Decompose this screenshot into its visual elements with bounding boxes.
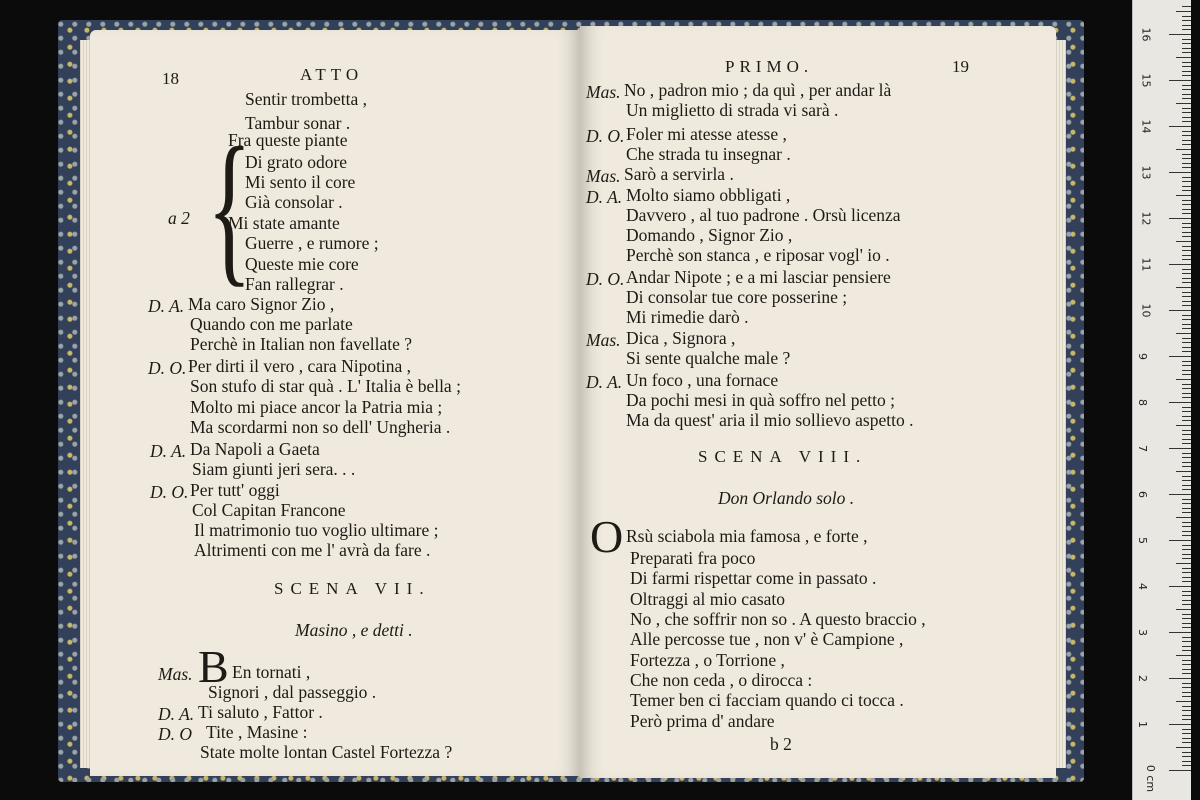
ruler-tick	[1182, 292, 1191, 293]
verse-line: Signori , dal passeggio .	[208, 682, 377, 702]
ruler-tick	[1182, 457, 1191, 458]
ruler-tick	[1182, 255, 1191, 256]
ruler-number: 12	[1139, 211, 1153, 226]
ruler-tick	[1169, 402, 1191, 403]
verse-line: Siam giunti jeri sera. . .	[192, 459, 356, 479]
ruler-tick	[1182, 430, 1191, 431]
ruler-tick	[1182, 338, 1191, 339]
ruler-number: 11	[1139, 257, 1153, 272]
ruler-tick	[1182, 664, 1191, 665]
ruler-tick	[1182, 347, 1191, 348]
right-page-edges	[1056, 40, 1066, 768]
scene-heading: SCENA VII.	[274, 579, 431, 598]
ruler-tick	[1182, 462, 1191, 463]
ruler-tick	[1182, 503, 1191, 504]
verse-line: Fan rallegrar .	[245, 274, 344, 294]
ruler-tick	[1182, 48, 1191, 49]
ruler-tick	[1182, 135, 1191, 136]
ruler-tick	[1182, 591, 1191, 592]
ruler-tick	[1182, 669, 1191, 670]
ruler-tick	[1182, 71, 1191, 72]
speaker-label: D. O.	[150, 482, 189, 502]
verse-line: Guerre , e rumore ;	[245, 233, 379, 253]
verse-line: Preparati fra poco	[630, 548, 756, 568]
ruler-tick	[1182, 683, 1191, 684]
ruler-tick	[1182, 75, 1191, 76]
ruler-unit-label: 0 cm	[1144, 764, 1158, 793]
ruler-tick	[1182, 604, 1191, 605]
speaker-label: Mas.	[158, 664, 193, 684]
ruler-tick	[1182, 117, 1191, 118]
ruler-tick	[1182, 489, 1191, 490]
ruler-tick	[1182, 416, 1191, 417]
ruler-tick	[1182, 315, 1191, 316]
ruler-tick	[1182, 476, 1191, 477]
ruler-tick	[1182, 370, 1191, 371]
speaker-label: Mas.	[586, 330, 621, 350]
ruler-tick	[1182, 328, 1191, 329]
ruler-tick	[1182, 696, 1191, 697]
ruler-tick	[1182, 236, 1191, 237]
ruler-tick	[1182, 98, 1191, 99]
ruler-tick	[1182, 554, 1191, 555]
ruler-tick	[1169, 80, 1191, 81]
ruler-tick	[1182, 319, 1191, 320]
ruler-tick	[1182, 144, 1191, 145]
ruler-tick	[1176, 471, 1191, 472]
ruler-tick	[1182, 163, 1191, 164]
ruler-tick	[1182, 673, 1191, 674]
verse-line: Foler mi atesse atesse ,	[626, 124, 787, 144]
ruler-tick	[1182, 742, 1191, 743]
ruler-tick	[1182, 568, 1191, 569]
ruler-tick	[1182, 177, 1191, 178]
ruler-tick	[1182, 384, 1191, 385]
ruler-number: 1	[1136, 721, 1149, 728]
ruler-tick	[1182, 39, 1191, 40]
ruler-tick	[1182, 453, 1191, 454]
ruler-tick	[1182, 20, 1191, 21]
page-number: 18	[162, 69, 179, 88]
ruler-tick	[1169, 540, 1191, 541]
ruler-tick	[1182, 393, 1191, 394]
ruler-tick	[1182, 660, 1191, 661]
ruler-tick	[1176, 149, 1191, 150]
ruler-tick	[1182, 512, 1191, 513]
ruler-tick	[1176, 609, 1191, 610]
ruler-tick	[1176, 195, 1191, 196]
verse-line: Domando , Signor Zio ,	[626, 225, 793, 245]
left-page	[90, 30, 580, 776]
verse-line: Da Napoli a Gaeta	[190, 439, 320, 459]
ruler-tick	[1182, 407, 1191, 408]
verse-line: Di farmi rispettar come in passato .	[630, 568, 877, 588]
ruler-tick	[1182, 296, 1191, 297]
ruler-tick	[1182, 729, 1191, 730]
ruler-tick	[1182, 549, 1191, 550]
ruler-tick	[1169, 356, 1191, 357]
left-page-edges	[80, 40, 90, 768]
verse-line: Rsù sciabola mia famosa , e forte ,	[626, 526, 868, 546]
speaker-label: D. A.	[148, 296, 185, 316]
verse-line: Queste mie core	[245, 254, 359, 274]
verse-line: Da pochi mesi in quà soffro nel petto ;	[626, 390, 895, 410]
ruler-tick	[1182, 531, 1191, 532]
ruler-tick	[1182, 200, 1191, 201]
ruler-tick	[1176, 287, 1191, 288]
ruler-tick	[1182, 131, 1191, 132]
ruler-tick	[1176, 11, 1191, 12]
ruler-tick	[1182, 687, 1191, 688]
speaker-label: Mas.	[586, 82, 621, 102]
ruler-tick	[1182, 706, 1191, 707]
ruler-tick	[1182, 614, 1191, 615]
ruler-tick	[1176, 701, 1191, 702]
speaker-label: D. A.	[586, 187, 623, 207]
running-header: ATTO	[300, 65, 364, 84]
right-page	[580, 26, 1056, 778]
ruler-tick	[1182, 397, 1191, 398]
ruler-tick	[1182, 246, 1191, 247]
ruler-tick	[1182, 577, 1191, 578]
ruler-tick	[1182, 692, 1191, 693]
ruler-tick	[1169, 632, 1191, 633]
verse-line: Già consolar .	[245, 192, 343, 212]
ruler-tick	[1182, 112, 1191, 113]
verse-line: Ma scordarmi non so dell' Ungheria .	[190, 417, 451, 437]
verse-line: Ti saluto , Fattor .	[198, 702, 323, 722]
ruler-tick	[1182, 62, 1191, 63]
verse-line: Davvero , al tuo padrone . Orsù licenza	[626, 205, 901, 225]
ruler-tick	[1182, 209, 1191, 210]
ruler-tick	[1182, 186, 1191, 187]
ruler-tick	[1182, 710, 1191, 711]
ruler-tick	[1182, 154, 1191, 155]
verse-line: Mi sento il core	[245, 172, 356, 192]
ruler-tick	[1182, 227, 1191, 228]
verse-line: Temer ben ci facciam quando ci tocca .	[630, 690, 904, 710]
drop-cap: B	[198, 641, 229, 692]
ruler-tick	[1182, 439, 1191, 440]
ruler-tick	[1182, 733, 1191, 734]
ruler-tick	[1176, 103, 1191, 104]
ruler-tick	[1182, 250, 1191, 251]
ruler-tick	[1182, 434, 1191, 435]
ruler-tick	[1182, 140, 1191, 141]
ruler-number: 3	[1136, 629, 1149, 636]
ruler-tick	[1182, 181, 1191, 182]
ruler-tick	[1176, 425, 1191, 426]
speaker-label: D. A.	[586, 372, 623, 392]
verse-line: Che strada tu insegnar .	[626, 144, 791, 164]
verse-line: Un miglietto di strada vi sarà .	[626, 100, 839, 120]
ruler-number: 9	[1136, 353, 1149, 360]
ruler-number: 2	[1136, 675, 1149, 682]
ruler-tick	[1182, 167, 1191, 168]
ruler-tick	[1182, 6, 1191, 7]
verse-line: Il matrimonio tuo voglio ultimare ;	[194, 520, 439, 540]
verse-line: Sarò a servirla .	[624, 164, 734, 184]
ruler-tick	[1182, 365, 1191, 366]
ruler-tick	[1182, 646, 1191, 647]
duet-brace: {	[207, 113, 252, 301]
speaker-label: D. A.	[158, 704, 195, 724]
speaker-label: D. O.	[148, 358, 187, 378]
ruler-tick	[1169, 218, 1191, 219]
ruler-tick	[1169, 770, 1191, 771]
ruler-tick	[1182, 158, 1191, 159]
ruler-tick	[1169, 34, 1191, 35]
verse-line: Col Capitan Francone	[192, 500, 346, 520]
ruler-number: 6	[1136, 491, 1149, 498]
ruler-tick	[1169, 448, 1191, 449]
ruler-tick	[1182, 52, 1191, 53]
ruler-tick	[1182, 43, 1191, 44]
verse-line: Fortezza , o Torrione ,	[630, 650, 785, 670]
ruler-tick	[1176, 57, 1191, 58]
ruler-tick	[1176, 747, 1191, 748]
ruler-tick	[1182, 443, 1191, 444]
ruler-tick	[1182, 480, 1191, 481]
speaker-label: Mas.	[586, 166, 621, 186]
verse-line: Che non ceda , o dirocca :	[630, 670, 813, 690]
verse-line: Di consolar tue core posserine ;	[626, 287, 848, 307]
verse-line: Un foco , una fornace	[626, 370, 779, 390]
verse-line: Molto mi piace ancor la Patria mia ;	[190, 397, 443, 417]
verse-line: Fra queste piante	[228, 130, 348, 150]
ruler-number: 8	[1136, 399, 1149, 406]
verse-line: Perchè son stanca , e riposar vogl' io .	[626, 245, 890, 265]
ruler-tick	[1169, 494, 1191, 495]
ruler-tick	[1182, 411, 1191, 412]
scene-characters: Masino , e detti .	[295, 620, 413, 640]
ruler-tick	[1169, 126, 1191, 127]
ruler-tick	[1182, 535, 1191, 536]
verse-line: Son stufo di star quà . L' Italia è bella ;	[190, 376, 461, 396]
ruler-tick	[1169, 264, 1191, 265]
verse-line: Mi rimedie darò .	[626, 307, 749, 327]
verse-line: Di grato odore	[245, 152, 348, 172]
ruler-tick	[1182, 752, 1191, 753]
ruler-tick	[1182, 351, 1191, 352]
ruler-number: 13	[1139, 165, 1153, 180]
ruler-tick	[1182, 522, 1191, 523]
verse-line: Per dirti il vero , cara Nipotina ,	[188, 356, 412, 376]
ruler-tick	[1182, 16, 1191, 17]
ruler-tick	[1182, 259, 1191, 260]
ruler-number: 4	[1136, 583, 1149, 590]
ruler-tick	[1182, 650, 1191, 651]
verse-line: No , padron mio ; da quì , per andar là	[624, 80, 892, 100]
ruler-tick	[1182, 485, 1191, 486]
verse-line: Andar Nipote ; e a mi lasciar pensiere	[626, 267, 891, 287]
ruler-number: 5	[1136, 537, 1149, 544]
ruler-tick	[1169, 172, 1191, 173]
ruler-tick	[1182, 508, 1191, 509]
ruler-number: 7	[1136, 445, 1149, 452]
ruler-tick	[1182, 85, 1191, 86]
speaker-label: D. A.	[150, 441, 187, 461]
ruler-tick	[1176, 655, 1191, 656]
verse-line: En tornati ,	[232, 662, 311, 682]
ruler-tick	[1182, 761, 1191, 762]
ruler-tick	[1182, 545, 1191, 546]
ruler-tick	[1182, 595, 1191, 596]
ruler-tick	[1169, 724, 1191, 725]
ruler-tick	[1182, 66, 1191, 67]
verse-line: Tite , Masine :	[206, 722, 308, 742]
ruler-tick	[1182, 466, 1191, 467]
verse-line: Alle percosse tue , non v' è Campione ,	[630, 629, 904, 649]
verse-line: Molto siamo obbligati ,	[626, 185, 791, 205]
ruler-tick	[1182, 342, 1191, 343]
ruler-tick	[1176, 517, 1191, 518]
ruler-tick	[1182, 204, 1191, 205]
ruler-tick	[1182, 305, 1191, 306]
ruler-tick	[1176, 379, 1191, 380]
ruler-tick	[1182, 25, 1191, 26]
ruler-tick	[1182, 526, 1191, 527]
ruler-tick	[1176, 241, 1191, 242]
verse-line: Sentir trombetta ,	[245, 89, 367, 109]
speaker-label: D. O	[158, 724, 193, 744]
verse-line: Ma da quest' aria il mio sollievo aspetto .	[626, 410, 914, 430]
ruler-tick	[1182, 600, 1191, 601]
ruler-tick	[1176, 563, 1191, 564]
ruler-tick	[1182, 420, 1191, 421]
running-header: PRIMO.	[725, 57, 814, 76]
speaker-label: D. O.	[586, 269, 625, 289]
ruler-tick	[1182, 301, 1191, 302]
ruler-tick	[1169, 586, 1191, 587]
ruler-tick	[1182, 581, 1191, 582]
ruler-tick	[1182, 572, 1191, 573]
verse-line: State molte lontan Castel Fortezza ?	[200, 742, 453, 762]
ruler-tick	[1182, 756, 1191, 757]
ruler-tick	[1182, 213, 1191, 214]
verse-line: Perchè in Italian non favellate ?	[190, 334, 413, 354]
ruler-tick	[1182, 361, 1191, 362]
ruler-number: 16	[1139, 27, 1153, 42]
ruler-tick	[1182, 765, 1191, 766]
ruler-tick	[1182, 558, 1191, 559]
ruler-tick	[1182, 715, 1191, 716]
drop-cap: O	[590, 511, 624, 562]
ruler-tick	[1182, 282, 1191, 283]
ruler-tick	[1182, 618, 1191, 619]
scene-heading: SCENA VIII.	[698, 447, 868, 466]
ruler-tick	[1182, 273, 1191, 274]
ruler-tick	[1182, 89, 1191, 90]
speaker-label: D. O.	[586, 126, 625, 146]
verse-line: No , che soffrir non so . A questo braccio ,	[630, 609, 926, 629]
verse-line: Però prima d' andare	[630, 711, 775, 731]
signature-mark: b 2	[770, 734, 792, 754]
scene-characters: Don Orlando solo .	[718, 488, 855, 508]
verse-line: Ma caro Signor Zio ,	[188, 294, 335, 314]
verse-line: Mi state amante	[228, 213, 340, 233]
ruler-tick	[1182, 121, 1191, 122]
ruler-tick	[1182, 499, 1191, 500]
ruler-tick	[1182, 94, 1191, 95]
verse-line: Si sente qualche male ?	[626, 348, 791, 368]
verse-line: Tambur sonar .	[245, 113, 351, 133]
ruler-tick	[1169, 310, 1191, 311]
ruler-tick	[1182, 223, 1191, 224]
ruler-tick	[1182, 190, 1191, 191]
measurement-ruler	[1132, 0, 1191, 800]
ruler-tick	[1169, 678, 1191, 679]
verse-line: Dica , Signora ,	[626, 328, 736, 348]
verse-line: Oltraggi al mio casato	[630, 589, 786, 609]
page-number: 19	[952, 57, 969, 76]
verse-line: Per tutt' oggi	[190, 480, 280, 500]
ruler-tick	[1182, 269, 1191, 270]
ruler-tick	[1182, 719, 1191, 720]
a-due-label: a 2	[168, 208, 190, 228]
ruler-tick	[1176, 333, 1191, 334]
verse-line: Quando con me parlate	[190, 314, 353, 334]
ruler-number: 14	[1139, 119, 1153, 134]
ruler-tick	[1182, 623, 1191, 624]
ruler-tick	[1182, 278, 1191, 279]
ruler-number: 10	[1139, 303, 1153, 318]
ruler-tick	[1182, 738, 1191, 739]
ruler-tick	[1182, 627, 1191, 628]
ruler-tick	[1182, 641, 1191, 642]
ruler-number: 15	[1139, 73, 1153, 88]
ruler-tick	[1182, 232, 1191, 233]
ruler-tick	[1182, 324, 1191, 325]
ruler-tick	[1182, 108, 1191, 109]
ruler-tick	[1182, 637, 1191, 638]
ruler-tick	[1182, 374, 1191, 375]
verse-line: Altrimenti con me l' avrà da fare .	[194, 540, 431, 560]
ruler-tick	[1182, 29, 1191, 30]
ruler-tick	[1182, 388, 1191, 389]
